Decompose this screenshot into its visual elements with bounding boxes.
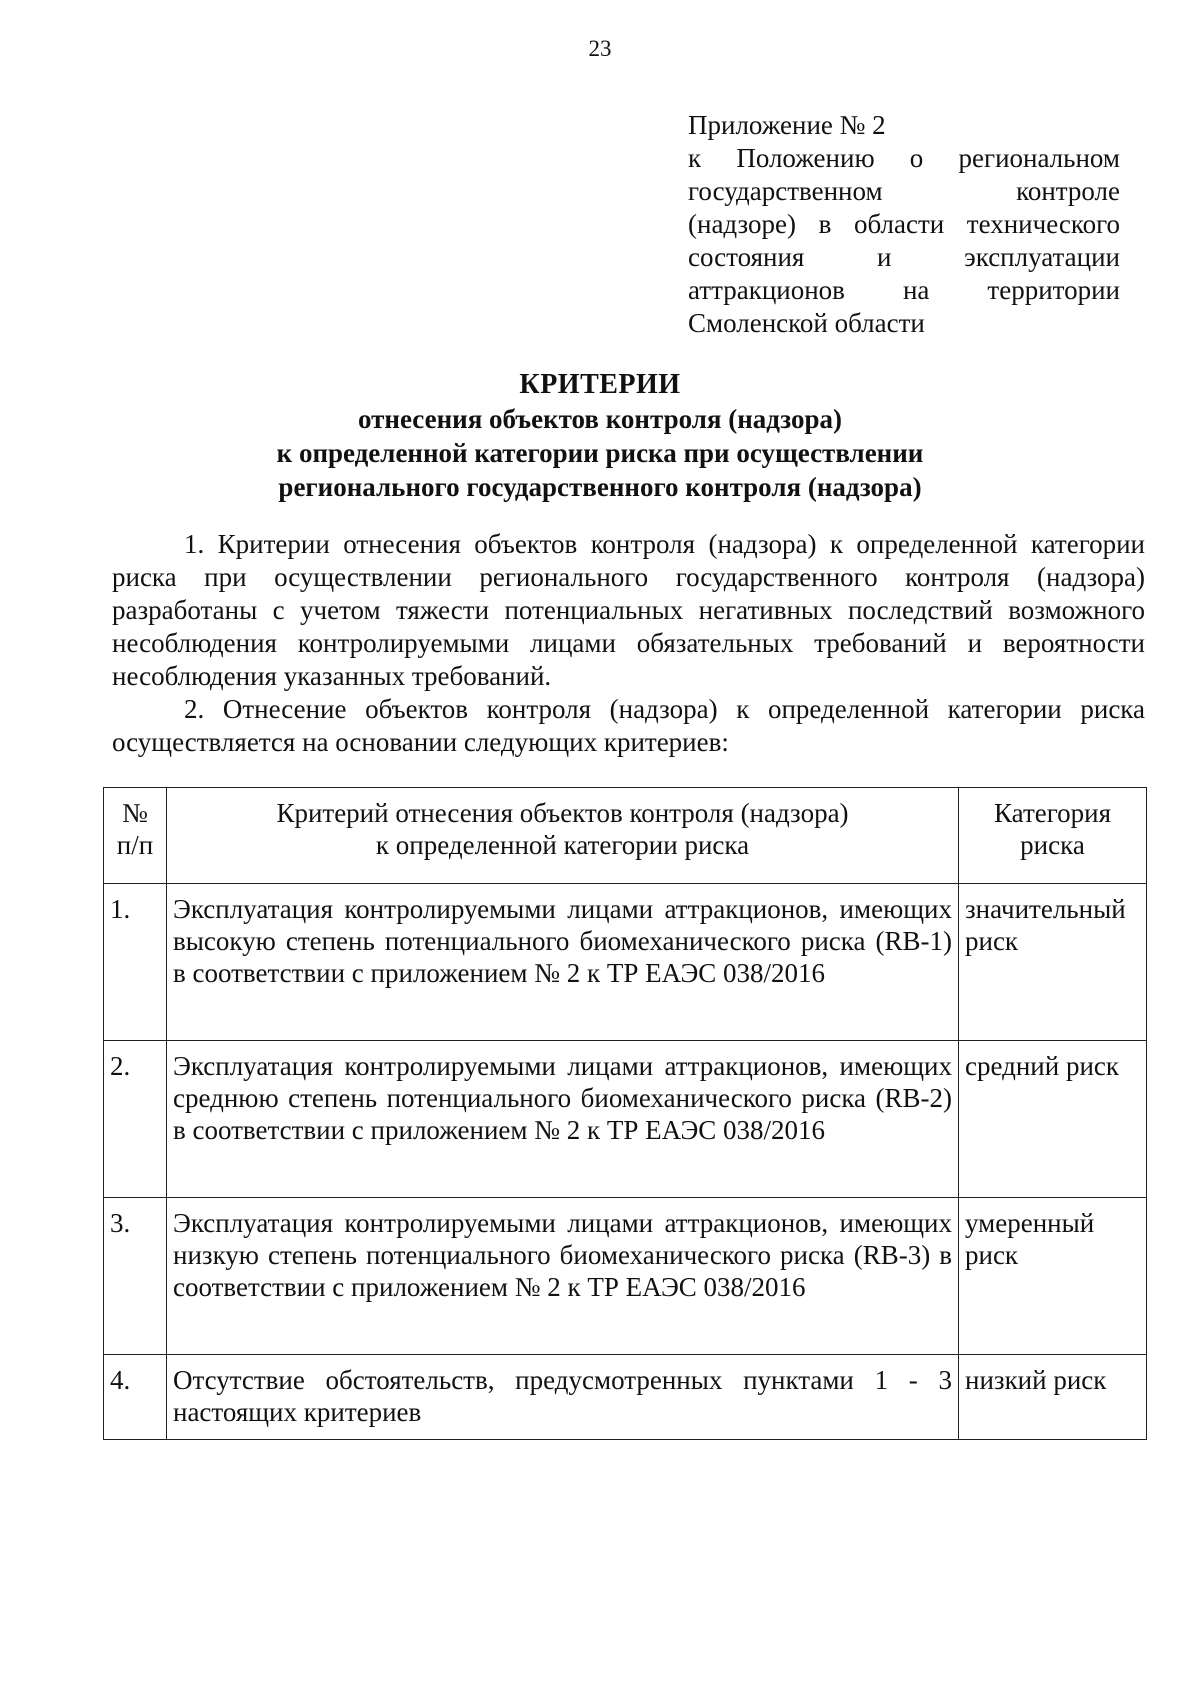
appendix-reference [688, 109, 1120, 340]
row-category: низкий риск [959, 1355, 1147, 1440]
body-text [112, 528, 1145, 759]
table-row [104, 1041, 1147, 1198]
table-row [104, 1355, 1147, 1440]
header-num-line2: п/п [116, 830, 154, 860]
appendix-line: государственном контроле [688, 176, 1120, 206]
paragraph-2: 2. Отнесение объектов контроля (надзора) к определенной категории риска осуществляется на основании следующих критериев: [112, 694, 1145, 757]
row-num: 2. [104, 1041, 167, 1198]
row-category: значительный риск [959, 884, 1147, 1041]
appendix-line: Смоленской области [688, 308, 925, 338]
row-num: 1. [104, 884, 167, 1041]
row-num: 4. [104, 1355, 167, 1440]
title-line: отнесения объектов контроля (надзора) [358, 404, 842, 434]
header-category-line1: Категория [994, 798, 1111, 828]
row-criterion: Эксплуатация контролируемыми лицами аттракционов, имеющих низкую степень потенциального биомеханического риска (RB-3) в соответствии с приложением № 2 к ТР ЕАЭС 038/2016 [167, 1198, 959, 1355]
appendix-line: Приложение № 2 [688, 110, 886, 140]
row-category: средний риск [959, 1041, 1147, 1198]
header-num [104, 788, 167, 884]
document-title [0, 368, 1200, 504]
header-criterion-line1: Критерий отнесения объектов контроля (надзора) [276, 798, 849, 828]
header-category [959, 788, 1147, 884]
title-line: регионального государственного контроля (надзора) [278, 472, 922, 502]
header-category-line2: риска [1020, 830, 1085, 860]
row-criterion: Эксплуатация контролируемыми лицами аттракционов, имеющих высокую степень потенциального биомеханического риска (RB-1) в соответствии с приложением № 2 к ТР ЕАЭС 038/2016 [167, 884, 959, 1041]
row-category: умеренный риск [959, 1198, 1147, 1355]
appendix-line: аттракционов на территории [688, 275, 1120, 305]
table-header-row [104, 788, 1147, 884]
header-criterion [167, 788, 959, 884]
title-main: КРИТЕРИИ [519, 369, 681, 400]
appendix-line: (надзоре) в области технического [688, 209, 1120, 239]
header-criterion-line2: к определенной категории риска [375, 830, 750, 860]
appendix-line: состояния и эксплуатации [688, 242, 1120, 272]
criteria-table [103, 787, 1147, 1440]
table-row [104, 884, 1147, 1041]
table-row [104, 1198, 1147, 1355]
paragraph-1: 1. Критерии отнесения объектов контроля (надзора) к определенной категории риска при осуществлении регионального государственного контроля (надзора) разработаны с учетом тяжести потенциальных негативных последствий возможного несоблюдения контролируемыми лицами обязательных требований и вероятности несоблюдения указанных требований. [112, 529, 1145, 691]
row-criterion: Отсутствие обстоятельств, предусмотренных пунктами 1 - 3 настоящих критериев [167, 1355, 959, 1440]
row-criterion: Эксплуатация контролируемыми лицами аттракционов, имеющих среднюю степень потенциального биомеханического риска (RB-2) в соответствии с приложением № 2 к ТР ЕАЭС 038/2016 [167, 1041, 959, 1198]
title-line: к определенной категории риска при осуществлении [276, 438, 924, 468]
header-num-line1: № [122, 798, 148, 828]
row-num: 3. [104, 1198, 167, 1355]
appendix-line: к Положению о региональном [688, 143, 1120, 173]
page-number: 23 [588, 36, 612, 61]
